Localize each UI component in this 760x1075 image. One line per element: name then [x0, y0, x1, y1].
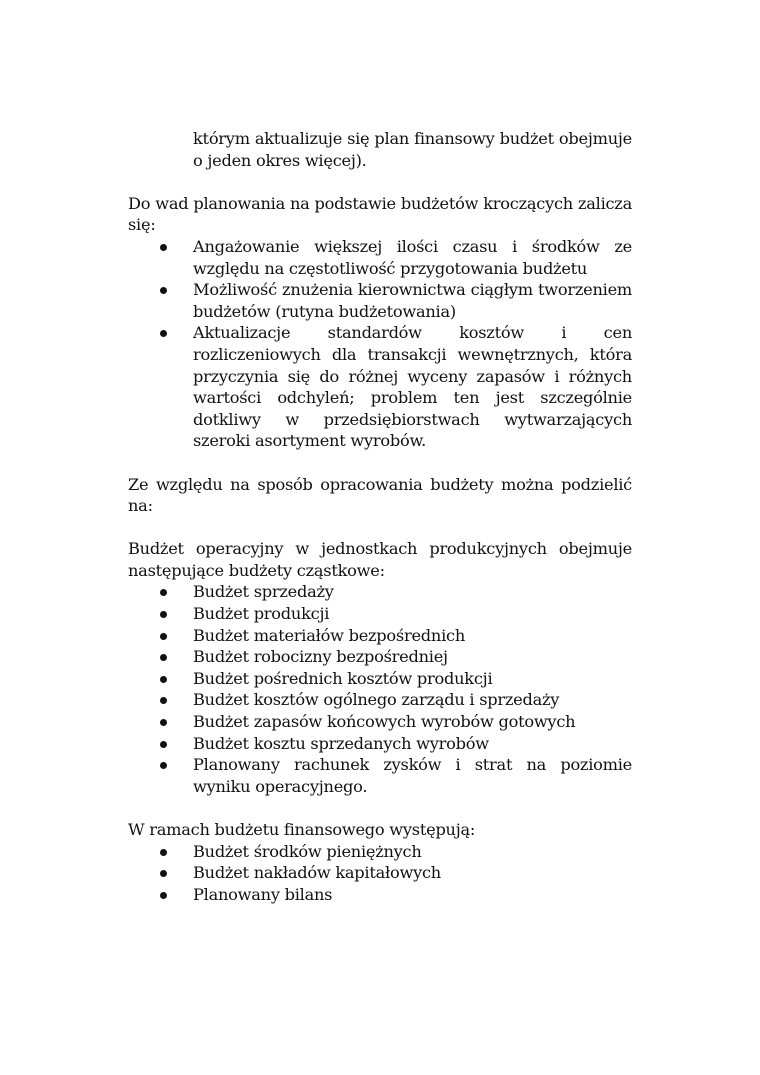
bullet-icon [160, 892, 167, 899]
bullet-icon [160, 611, 167, 618]
list-item-text: Budżet produkcji [193, 604, 330, 624]
bullet-icon [160, 287, 167, 294]
list-item [128, 625, 632, 647]
bullet-icon [160, 870, 167, 877]
operational-intro: Budżet operacyjny w jednostkach produkcyjnych obejmuje następujące budżety cząstkowe: [128, 539, 632, 580]
bullet-icon [160, 719, 167, 726]
continuation-paragraph: którym aktualizuje się plan finansowy budżet obejmuje o jeden okres więcej). [193, 129, 632, 170]
list-item [128, 754, 632, 797]
list-item-text: Budżet kosztu sprzedanych wyrobów [193, 733, 489, 753]
spacer [128, 171, 632, 193]
bullet-icon [160, 589, 167, 596]
spacer [128, 452, 632, 474]
bullet-icon [160, 741, 167, 748]
bullet-icon [160, 633, 167, 640]
list-item [128, 236, 632, 279]
bullet-icon [160, 654, 167, 661]
list-item [128, 322, 632, 452]
list-item-text: Angażowanie większej ilości czasu i środków ze względu na częstotliwość przygotowania budżetu [193, 236, 632, 278]
financial-intro: W ramach budżetu finansowego występują: [128, 820, 476, 839]
list-item-text: Budżet sprzedaży [193, 582, 334, 602]
spacer [128, 797, 632, 819]
list-item [128, 581, 632, 603]
list-item-text: Budżet kosztów ogólnego zarządu i sprzedaży [193, 690, 560, 710]
list-item-text: Budżet pośrednich kosztów produkcji [193, 668, 493, 688]
financial-budgets-list [128, 841, 632, 906]
list-item-text: Możliwość znużenia kierownictwa ciągłym tworzeniem budżetów (rutyna budżetowania) [193, 280, 632, 321]
list-item-text: Budżet środków pieniężnych [193, 841, 422, 861]
bullet-icon [160, 697, 167, 704]
list-item [128, 646, 632, 668]
bullet-icon [160, 762, 167, 769]
list-item [128, 668, 632, 690]
operational-budgets-list [128, 581, 632, 797]
spacer [128, 517, 632, 539]
list-item-text: Aktualizacje standardów kosztów i cen rozliczeniowych dla transakcji wewnętrznych, która przyczynia się do różnej wyceny zapasów i różnych wartości odchyleń; problem ten jest szczególnie dotkliwy w przedsiębiorstwach wytwarzających szeroki asortyment wyrobów. [193, 323, 632, 451]
bullet-icon [160, 676, 167, 683]
list-item-text: Planowany bilans [193, 884, 333, 904]
list-item-text: Budżet robocizny bezpośredniej [193, 647, 448, 667]
list-item [128, 689, 632, 711]
document-body [128, 128, 632, 905]
list-item [128, 862, 632, 884]
bullet-icon [160, 330, 167, 337]
list-item-text: Budżet materiałów bezpośrednich [193, 625, 465, 645]
bullet-icon [160, 849, 167, 856]
division-intro: Ze względu na sposób opracowania budżety można podzielić na: [128, 474, 632, 516]
bullet-icon [160, 244, 167, 251]
list-item [128, 884, 632, 906]
list-item-text: Planowany rachunek zysków i strat na poziomie wyniku operacyjnego. [193, 755, 632, 796]
list-item [128, 711, 632, 733]
list-item [128, 841, 632, 863]
list-item [128, 733, 632, 755]
disadvantages-list [128, 236, 632, 452]
list-item-text: Budżet nakładów kapitałowych [193, 863, 441, 883]
disadvantages-intro: Do wad planowania na podstawie budżetów kroczących zalicza się: [128, 193, 632, 235]
list-item-text: Budżet zapasów końcowych wyrobów gotowych [193, 712, 576, 732]
list-item [128, 603, 632, 625]
list-item [128, 279, 632, 322]
